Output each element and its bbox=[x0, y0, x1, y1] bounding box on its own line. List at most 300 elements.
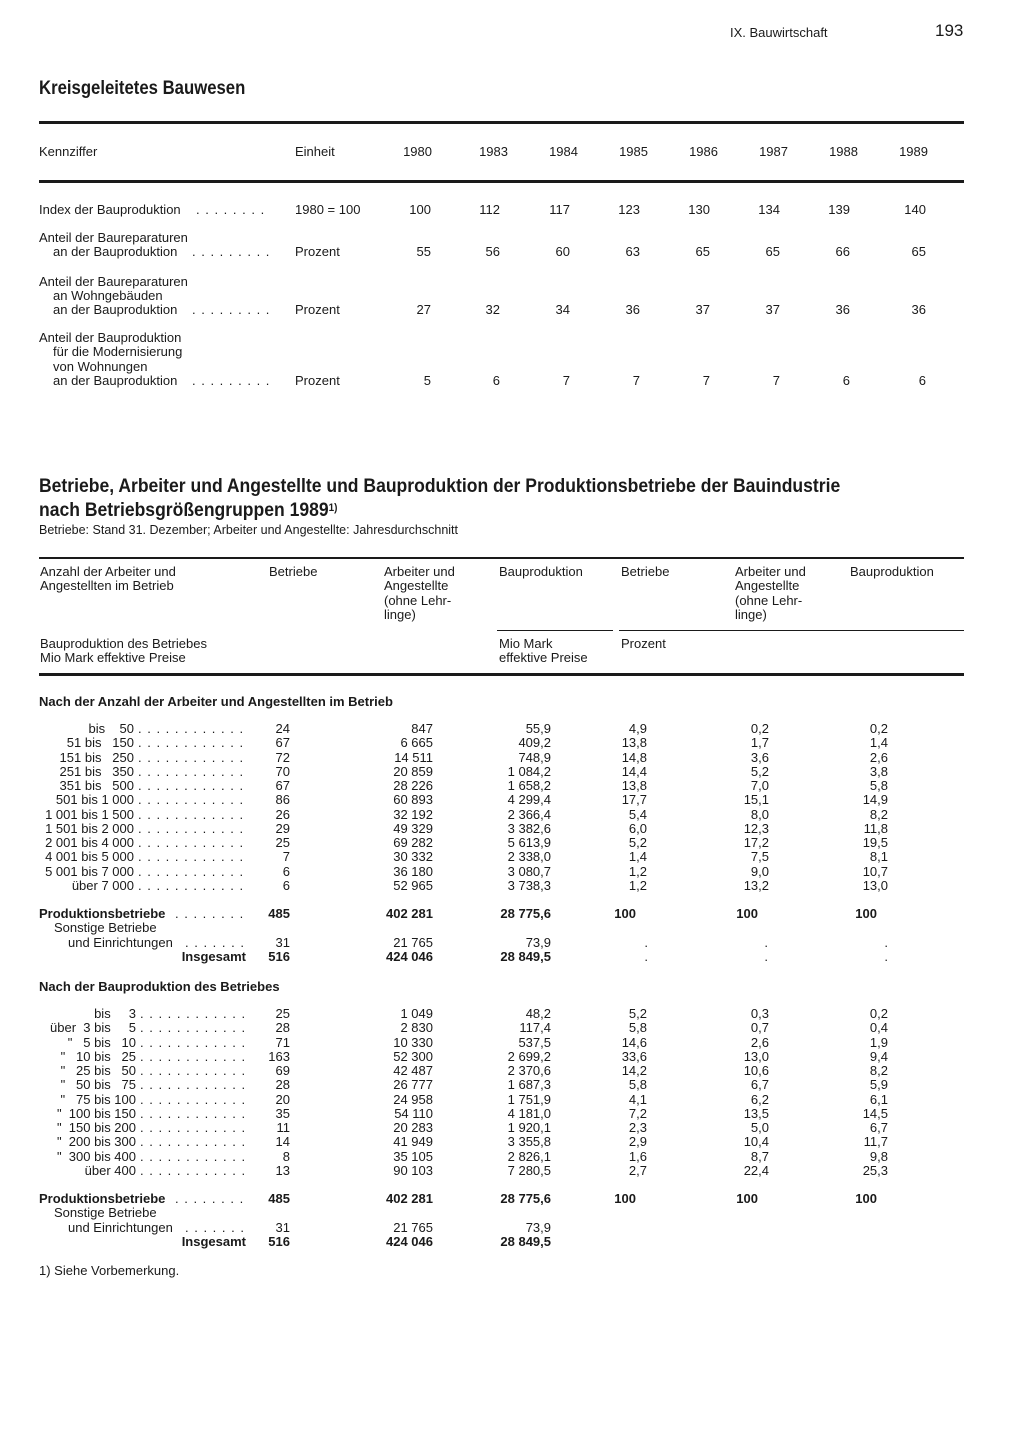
table1-cell: 37 bbox=[765, 302, 780, 317]
table2-cell: 6,1 bbox=[869, 1091, 888, 1107]
table2-cell: . bbox=[884, 934, 888, 950]
leader-dots: . . . . . . . . bbox=[196, 202, 266, 217]
table2-cell: 13,8 bbox=[621, 778, 647, 793]
table2-cell: 516 bbox=[268, 1233, 290, 1249]
table2-row-label: bis 3 bbox=[94, 1006, 136, 1021]
table2-cell: 13 bbox=[275, 1162, 290, 1178]
table2-cell: 748,9 bbox=[518, 749, 551, 765]
table2-cell: 33,6 bbox=[621, 1048, 647, 1064]
table2-cell: 17,7 bbox=[621, 792, 647, 808]
table1-cell: 65 bbox=[765, 244, 780, 259]
table2-cell: 0,2 bbox=[750, 721, 769, 736]
table2-cell: 5,4 bbox=[628, 806, 647, 822]
table1-cell: 27 bbox=[416, 302, 431, 317]
t2-head-betriebe: Betriebe bbox=[269, 564, 318, 579]
section-title: IX. Bauwirtschaft bbox=[730, 25, 828, 40]
table2-cell: 485 bbox=[268, 906, 290, 921]
table2-cell: 5,2 bbox=[628, 835, 647, 850]
table1-year-1980: 1980 bbox=[403, 144, 432, 159]
table2-cell: 100 bbox=[736, 906, 758, 921]
table2-cell: 73,9 bbox=[525, 1219, 551, 1235]
leader-dots: . . . . . . . . . bbox=[192, 302, 271, 317]
t2-head-col1-line2: Angestellten im Betrieb bbox=[40, 578, 174, 593]
table2-cell: 11,7 bbox=[863, 1134, 888, 1150]
leader-dots: . . . . . . . . . . . . bbox=[140, 1048, 247, 1064]
table2-cell: 2 830 bbox=[400, 1020, 433, 1036]
table2-cell: 90 103 bbox=[393, 1162, 433, 1178]
table2-row-label: " 10 bis 25 bbox=[60, 1048, 136, 1064]
sonstige-label-2: und Einrichtungen bbox=[68, 1219, 173, 1235]
leader-dots: . . . . . . . . . . . . bbox=[138, 749, 245, 765]
table2-cell: 8,2 bbox=[869, 806, 888, 822]
leader-dots: . . . . . . . . . . . . bbox=[138, 877, 245, 893]
table1-year-1989: 1989 bbox=[899, 144, 928, 159]
table2-cell: 13,0 bbox=[743, 1048, 769, 1064]
table2-row-label: 251 bis 350 bbox=[59, 763, 134, 779]
t2-head-col1-line1: Anzahl der Arbeiter und bbox=[40, 564, 176, 579]
table2-cell: 67 bbox=[275, 735, 290, 751]
t2-unit-prozent: Prozent bbox=[621, 636, 666, 651]
table1-cell: 36 bbox=[835, 302, 850, 317]
table1-cell: 140 bbox=[904, 202, 926, 217]
table2-cell: 13,2 bbox=[743, 877, 769, 893]
table1-cell: 63 bbox=[625, 244, 640, 259]
table2-row-label: über 7 000 bbox=[71, 877, 134, 893]
table2-top-rule bbox=[39, 557, 964, 559]
table2-row-label: " 75 bis 100 bbox=[60, 1091, 136, 1107]
table2-cell: 15,1 bbox=[743, 792, 769, 808]
table2-cell: 26 777 bbox=[393, 1077, 433, 1093]
table2-cell: 0,7 bbox=[750, 1020, 769, 1036]
table2-cell: 52 965 bbox=[393, 877, 433, 893]
t2-section2-title: Nach der Bauproduktion des Betriebes bbox=[39, 979, 280, 994]
table2-cell: 8 bbox=[282, 1148, 290, 1164]
table1-head-kennziffer: Kennziffer bbox=[39, 144, 98, 159]
footnote: 1) Siehe Vorbemerkung. bbox=[39, 1263, 180, 1278]
t2-head-bauproduktion-pct: Bauproduktion bbox=[850, 564, 934, 579]
table2-cell: 8,0 bbox=[750, 806, 769, 822]
table2-cell: 3 355,8 bbox=[507, 1134, 551, 1150]
t2-head-bauproduktion: Bauproduktion bbox=[499, 564, 583, 579]
t2-head-aua-pct bbox=[735, 565, 806, 622]
table2-cell: 28 849,5 bbox=[500, 1233, 551, 1249]
table1-cell: 139 bbox=[828, 202, 850, 217]
table2-cell: 14,9 bbox=[862, 792, 888, 808]
table2-cell: 20 bbox=[275, 1091, 290, 1107]
t2-unit-rule-pct bbox=[619, 630, 964, 631]
table2-cell: 1 751,9 bbox=[507, 1091, 551, 1107]
table2-cell: 10 330 bbox=[393, 1034, 433, 1050]
table2-cell: 24 bbox=[275, 721, 290, 736]
table2-cell: 21 765 bbox=[393, 934, 433, 950]
table2-cell: 2,7 bbox=[628, 1162, 647, 1178]
table2-cell: 28 bbox=[275, 1077, 290, 1093]
table2-row-label: 1 001 bis 1 500 bbox=[45, 806, 134, 822]
table2-cell: 14,8 bbox=[621, 749, 647, 765]
t2-head-aua bbox=[384, 565, 455, 622]
table2-cell: 100 bbox=[736, 1191, 758, 1206]
table2-cell: 48,2 bbox=[525, 1006, 551, 1021]
table2-cell: 0,4 bbox=[869, 1020, 888, 1036]
table1-head-rule bbox=[39, 180, 964, 183]
table2-cell: 3 080,7 bbox=[507, 863, 551, 879]
table2-subtitle: Betriebe: Stand 31. Dezember; Arbeiter und Angestellte: Jahresdurchschnitt bbox=[39, 523, 458, 537]
table1-unit: Prozent bbox=[295, 302, 340, 317]
table2-row-label: " 100 bis 150 bbox=[56, 1105, 136, 1121]
table2-cell: 25,3 bbox=[862, 1162, 888, 1178]
table2-cell: 537,5 bbox=[518, 1034, 551, 1050]
table2-cell: 20 859 bbox=[393, 763, 433, 779]
table2-title-line2: nach Betriebsgrößengruppen 1989 bbox=[39, 499, 329, 521]
table2-cell: 19,5 bbox=[862, 835, 888, 850]
table2-cell: 67 bbox=[275, 778, 290, 793]
table2-cell: 0,3 bbox=[750, 1006, 769, 1021]
table2-cell: 424 046 bbox=[386, 948, 433, 964]
table2-row-label: 151 bis 250 bbox=[59, 749, 134, 765]
table2-row-label: 51 bis 150 bbox=[66, 735, 134, 751]
table2-cell: 402 281 bbox=[386, 1191, 433, 1206]
table2-cell: 2,6 bbox=[869, 749, 888, 765]
table2-cell: 100 bbox=[614, 906, 636, 921]
table2-cell: . bbox=[644, 948, 648, 964]
table1-cell: 34 bbox=[555, 302, 570, 317]
table2-title bbox=[39, 474, 840, 522]
table2-cell: 2,9 bbox=[628, 1134, 647, 1150]
table1-cell: 66 bbox=[835, 244, 850, 259]
table2-cell: 1,4 bbox=[628, 849, 647, 865]
t2-section1-title: Nach der Anzahl der Arbeiter und Angestellten im Betrieb bbox=[39, 694, 393, 709]
t2-head-aua-pct-l4: linge) bbox=[735, 606, 767, 622]
leader-dots: . . . . . . . . . . . . bbox=[138, 721, 245, 736]
table2-row-label: über 400 bbox=[84, 1162, 136, 1178]
table2-cell: 24 958 bbox=[393, 1091, 433, 1107]
table2-cell: 1,2 bbox=[628, 863, 647, 879]
table1-title: Kreisgeleitetes Bauwesen bbox=[39, 78, 246, 99]
table2-cell: 6,7 bbox=[750, 1077, 769, 1093]
leader-dots: . . . . . . . . . bbox=[192, 244, 271, 259]
table2-cell: . bbox=[764, 934, 768, 950]
table2-cell: 117,4 bbox=[519, 1020, 551, 1036]
leader-dots: . . . . . . . . . . . . bbox=[140, 1020, 247, 1036]
table2-cell: 4 299,4 bbox=[507, 792, 551, 808]
sonstige-label-1: Sonstige Betriebe bbox=[54, 1205, 157, 1221]
table2-row-label: 5 001 bis 7 000 bbox=[45, 863, 134, 879]
table1-cell: 60 bbox=[555, 244, 570, 259]
table2-row-label: " 150 bis 200 bbox=[56, 1120, 136, 1135]
leader-dots: . . . . . . . . . . . . bbox=[138, 835, 245, 850]
t2-head-aua-pct-l1: Arbeiter und bbox=[735, 564, 806, 579]
table2-row-label: über 3 bis 5 bbox=[50, 1020, 136, 1036]
table1-cell: 7 bbox=[562, 373, 570, 388]
table2-cell: 9,4 bbox=[869, 1048, 888, 1064]
table2-row-label: " 25 bis 50 bbox=[60, 1063, 136, 1078]
t2-head-aua-l2: Angestellte bbox=[384, 578, 449, 594]
table2-cell: 8,2 bbox=[869, 1063, 888, 1078]
table2-cell: 6,0 bbox=[628, 820, 647, 836]
table2-cell: 73,9 bbox=[525, 934, 551, 950]
leader-dots: . . . . . . . . . . . . bbox=[138, 763, 245, 779]
table2-cell: 14,5 bbox=[862, 1105, 888, 1121]
table2-cell: 12,3 bbox=[743, 820, 769, 836]
table2-cell: 2,3 bbox=[628, 1120, 647, 1135]
t2-head-col1-alt-line2: Mio Mark effektive Preise bbox=[40, 650, 186, 665]
table1-cell: 55 bbox=[416, 244, 431, 259]
table2-cell: 71 bbox=[275, 1034, 290, 1050]
table2-cell: 424 046 bbox=[386, 1233, 433, 1249]
table1-cell: 6 bbox=[918, 373, 926, 388]
table2-cell: 22,4 bbox=[743, 1162, 769, 1178]
leader-dots: . . . . . . . . . bbox=[192, 373, 271, 388]
table2-cell: 14,2 bbox=[621, 1063, 647, 1078]
table2-cell: 14,4 bbox=[621, 763, 647, 779]
page-number: 193 bbox=[935, 21, 964, 40]
table2-cell: . bbox=[884, 948, 888, 964]
table1-row-label: von Wohnungen bbox=[53, 359, 148, 374]
table1-cell: 123 bbox=[618, 202, 640, 217]
table2-cell: 14 bbox=[275, 1134, 290, 1150]
table2-cell: 21 765 bbox=[393, 1219, 433, 1235]
table2-cell: 2 366,4 bbox=[507, 806, 551, 822]
table1-row-label: Index der Bauproduktion bbox=[39, 202, 181, 217]
table2-title-line1: Betriebe, Arbeiter und Angestellte und Bauproduktion der Produktionsbetriebe der Bauindustrie bbox=[39, 475, 841, 497]
table2-cell: 86 bbox=[275, 792, 290, 808]
t2-head-aua-l1: Arbeiter und bbox=[384, 564, 455, 579]
table1-year-1986: 1986 bbox=[689, 144, 718, 159]
table2-row-label: " 200 bis 300 bbox=[56, 1134, 136, 1150]
table2-cell: 3 738,3 bbox=[507, 877, 551, 893]
insgesamt-label: Insgesamt bbox=[181, 1233, 246, 1249]
table2-cell: 2,6 bbox=[750, 1034, 769, 1050]
table2-cell: 100 bbox=[855, 1191, 877, 1206]
table2-cell: 13,0 bbox=[862, 877, 888, 893]
table2-row-label: " 5 bis 10 bbox=[67, 1034, 136, 1050]
table2-cell: 100 bbox=[855, 906, 877, 921]
table2-cell: 5,8 bbox=[628, 1020, 647, 1036]
table2-row-label: 501 bis 1 000 bbox=[55, 792, 134, 808]
t2-unit-rule-mio bbox=[497, 630, 613, 631]
table2-cell: 1,7 bbox=[750, 735, 769, 751]
table2-row-label: 1 501 bis 2 000 bbox=[45, 820, 134, 836]
table2-row-label: " 300 bis 400 bbox=[56, 1148, 136, 1164]
table1-year-1983: 1983 bbox=[479, 144, 508, 159]
t2-head-aua-l3: (ohne Lehr- bbox=[384, 592, 452, 608]
table2-cell: 72 bbox=[275, 749, 290, 765]
footnote-mark: 1) bbox=[328, 502, 338, 514]
leader-dots: . . . . . . . . . . . . bbox=[138, 735, 245, 751]
table2-cell: 516 bbox=[268, 948, 290, 964]
table2-cell: 10,6 bbox=[743, 1063, 769, 1078]
leader-dots: . . . . . . . . . . . . bbox=[140, 1134, 247, 1150]
table2-cell: 1 920,1 bbox=[507, 1120, 551, 1135]
table2-cell: 13,8 bbox=[621, 735, 647, 751]
t2-unit-mio-2: effektive Preise bbox=[499, 650, 588, 665]
table2-cell: 1,9 bbox=[869, 1034, 888, 1050]
table1-year-1985: 1985 bbox=[619, 144, 648, 159]
table2-cell: 25 bbox=[275, 1006, 290, 1021]
table2-cell: 3,6 bbox=[750, 749, 769, 765]
table1-year-1987: 1987 bbox=[759, 144, 788, 159]
table2-cell: 10,4 bbox=[743, 1134, 769, 1150]
table1-cell: 130 bbox=[688, 202, 710, 217]
table1-cell: 117 bbox=[549, 202, 570, 217]
table2-cell: 28 849,5 bbox=[500, 948, 551, 964]
table2-cell: 31 bbox=[275, 1219, 290, 1235]
table2-cell: 5 613,9 bbox=[507, 835, 551, 850]
table2-cell: 3 382,6 bbox=[507, 820, 551, 836]
table2-cell: 49 329 bbox=[393, 820, 433, 836]
table2-row-label: 2 001 bis 4 000 bbox=[45, 835, 134, 850]
table2-cell: 1,2 bbox=[628, 877, 647, 893]
table1-unit: Prozent bbox=[295, 373, 340, 388]
produktionsbetriebe-label: Produktionsbetriebe bbox=[39, 906, 166, 921]
table2-cell: 13,5 bbox=[743, 1105, 769, 1121]
table2-cell: 409,2 bbox=[518, 735, 551, 751]
table2-cell: 36 180 bbox=[393, 863, 433, 879]
table2-cell: 6 bbox=[282, 877, 290, 893]
table2-cell: 17,2 bbox=[743, 835, 769, 850]
table2-cell: 3,8 bbox=[869, 763, 888, 779]
leader-dots: . . . . . . . . bbox=[175, 1191, 245, 1206]
table1-top-rule bbox=[39, 121, 964, 124]
table2-row-label: 351 bis 500 bbox=[59, 778, 134, 793]
table2-cell: 54 110 bbox=[394, 1105, 433, 1121]
table2-cell: 8,7 bbox=[750, 1148, 769, 1164]
sonstige-label-1: Sonstige Betriebe bbox=[54, 920, 157, 936]
table2-cell: 25 bbox=[275, 835, 290, 850]
table2-cell: 28 775,6 bbox=[500, 906, 551, 921]
table1-row-label: Anteil der Bauproduktion bbox=[39, 330, 182, 345]
leader-dots: . . . . . . . . . . . . bbox=[140, 1034, 247, 1050]
table1-row-label: an der Bauproduktion bbox=[53, 244, 178, 259]
table2-cell: 5,8 bbox=[628, 1077, 647, 1093]
table2-cell: 28 bbox=[275, 1020, 290, 1036]
table2-cell: 69 bbox=[275, 1063, 290, 1078]
table1-unit: Prozent bbox=[295, 244, 340, 259]
table1-row-label: an der Bauproduktion bbox=[53, 302, 178, 317]
leader-dots: . . . . . . . . . . . . bbox=[140, 1091, 247, 1107]
table1-unit: 1980 = 100 bbox=[295, 202, 361, 217]
leader-dots: . . . . . . . . . . . . bbox=[140, 1063, 247, 1078]
table2-cell: 163 bbox=[268, 1048, 290, 1064]
table2-cell: 6,7 bbox=[869, 1120, 888, 1135]
table2-cell: 20 283 bbox=[393, 1120, 433, 1135]
leader-dots: . . . . . . . . . . . . bbox=[140, 1148, 247, 1164]
table2-cell: 8,1 bbox=[869, 849, 888, 865]
table1-row-label: an der Bauproduktion bbox=[53, 373, 178, 388]
leader-dots: . . . . . . . . . . . . bbox=[138, 849, 245, 865]
t2-head-aua-pct-l2: Angestellte bbox=[735, 578, 800, 594]
leader-dots: . . . . . . . . . . . . bbox=[138, 806, 245, 822]
table2-cell: 5,8 bbox=[869, 778, 888, 793]
table2-cell: 26 bbox=[275, 806, 290, 822]
table1-cell: 112 bbox=[479, 202, 500, 217]
table2-cell: 6 665 bbox=[400, 735, 433, 751]
table1-row-label: Anteil der Baureparaturen bbox=[39, 230, 188, 245]
table2-row-label: " 50 bis 75 bbox=[60, 1077, 136, 1093]
leader-dots: . . . . . . . bbox=[185, 1219, 245, 1235]
table1-year-1988: 1988 bbox=[829, 144, 858, 159]
table2-cell: 10,7 bbox=[862, 863, 888, 879]
table2-cell: 7,5 bbox=[750, 849, 769, 865]
table2-cell: 2 338,0 bbox=[507, 849, 551, 865]
table2-cell: 7 bbox=[282, 849, 290, 865]
insgesamt-label: Insgesamt bbox=[181, 948, 246, 964]
table1-cell: 65 bbox=[911, 244, 926, 259]
table2-cell: 35 bbox=[275, 1105, 290, 1121]
table2-cell: 52 300 bbox=[393, 1048, 433, 1064]
table2-cell: 60 893 bbox=[393, 792, 433, 808]
table2-cell: 7,2 bbox=[628, 1105, 647, 1121]
table2-cell: 7 280,5 bbox=[507, 1162, 551, 1178]
table2-cell: 30 332 bbox=[393, 849, 433, 865]
table2-cell: 5,0 bbox=[750, 1120, 769, 1135]
table1-cell: 5 bbox=[423, 373, 431, 388]
table2-cell: 6 bbox=[282, 863, 290, 879]
table1-cell: 134 bbox=[758, 202, 780, 217]
table2-cell: 11,8 bbox=[863, 820, 888, 836]
table1-cell: 37 bbox=[695, 302, 710, 317]
leader-dots: . . . . . . . . . . . . bbox=[140, 1162, 247, 1178]
table1-cell: 32 bbox=[485, 302, 500, 317]
table1-head-einheit: Einheit bbox=[295, 144, 335, 159]
table2-cell: 14 511 bbox=[394, 749, 433, 765]
table2-cell: 1 084,2 bbox=[507, 763, 551, 779]
table2-cell: 41 949 bbox=[393, 1134, 433, 1150]
table1-cell: 36 bbox=[625, 302, 640, 317]
table2-cell: 2 826,1 bbox=[507, 1148, 551, 1164]
table2-cell: . bbox=[644, 934, 648, 950]
table2-cell: 28 775,6 bbox=[500, 1191, 551, 1206]
t2-head-rule bbox=[39, 673, 964, 676]
table2-cell: 4,9 bbox=[628, 721, 647, 736]
table2-row-label: 4 001 bis 5 000 bbox=[45, 849, 134, 865]
table2-cell: 5,2 bbox=[628, 1006, 647, 1021]
table2-cell: 485 bbox=[268, 1191, 290, 1206]
table2-cell: 14,6 bbox=[621, 1034, 647, 1050]
table2-cell: 0,2 bbox=[869, 721, 888, 736]
leader-dots: . . . . . . . . . . . . bbox=[140, 1120, 247, 1135]
leader-dots: . . . . . . . . . . . . bbox=[140, 1077, 247, 1093]
leader-dots: . . . . . . . . . . . . bbox=[138, 863, 245, 879]
table2-cell: 9,8 bbox=[869, 1148, 888, 1164]
table2-cell: 31 bbox=[275, 934, 290, 950]
table2-cell: 6,2 bbox=[750, 1091, 769, 1107]
table2-cell: 1,6 bbox=[628, 1148, 647, 1164]
leader-dots: . . . . . . . . . . . . bbox=[138, 778, 245, 793]
table1-cell: 65 bbox=[695, 244, 710, 259]
table2-cell: 0,2 bbox=[869, 1006, 888, 1021]
table2-cell: 5,9 bbox=[869, 1077, 888, 1093]
table2-cell: 4 181,0 bbox=[507, 1105, 551, 1121]
table2-cell: 42 487 bbox=[393, 1063, 433, 1078]
table1-cell: 7 bbox=[702, 373, 710, 388]
table2-cell: 2 370,6 bbox=[507, 1063, 551, 1078]
t2-head-betriebe-pct: Betriebe bbox=[621, 564, 670, 579]
table2-cell: 29 bbox=[275, 820, 290, 836]
t2-head-aua-l4: linge) bbox=[384, 606, 416, 622]
sonstige-label-2: und Einrichtungen bbox=[68, 934, 173, 950]
leader-dots: . . . . . . . . bbox=[175, 906, 245, 921]
table2-cell: 1,4 bbox=[869, 735, 888, 751]
leader-dots: . . . . . . . . . . . . bbox=[138, 792, 245, 808]
table1-row-label: an Wohngebäuden bbox=[53, 288, 163, 303]
table2-cell: 70 bbox=[275, 763, 290, 779]
table2-cell: 32 192 bbox=[393, 806, 433, 822]
table2-title-line2-wrap bbox=[39, 498, 840, 522]
leader-dots: . . . . . . . bbox=[185, 934, 245, 950]
table1-year-1984: 1984 bbox=[549, 144, 578, 159]
table2-cell: 11 bbox=[276, 1120, 290, 1135]
